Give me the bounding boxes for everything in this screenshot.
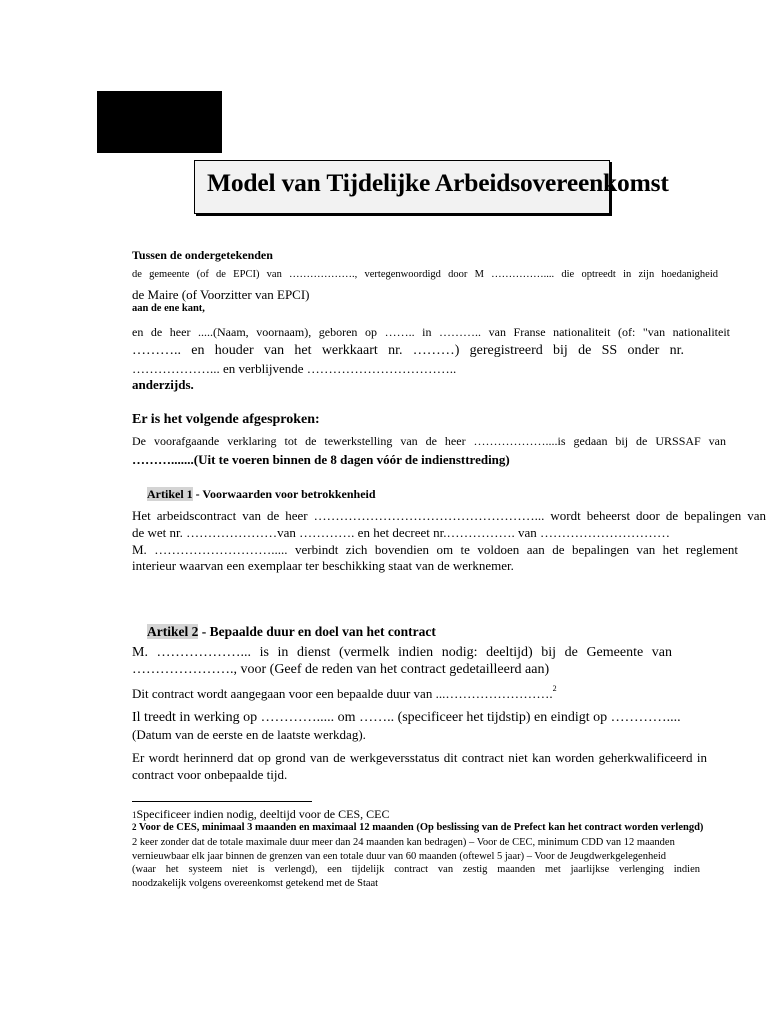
article-1-line-4: interieur waarvan een exemplaar ter beschikking staat van de werknemer. bbox=[132, 558, 514, 573]
article-2-line-3: Dit contract wordt aangegaan voor een bepaalde duur van ...…………………….$^2$ bbox=[132, 684, 557, 701]
article-2-line-2: …………………., voor (Geef de reden van het contract gedetailleerd aan) bbox=[132, 662, 550, 677]
article-1-label: Artikel 1 bbox=[147, 487, 193, 501]
footnote-1: 1Specificeer indien nodig, deeltijd voor de CES, CEC bbox=[132, 807, 390, 821]
footnote-ref-2: 2 bbox=[552, 684, 557, 693]
article-2-line-7: contract voor onbepaalde tijd. bbox=[132, 767, 288, 782]
page-title: Model van Tijdelijke Arbeidsovereenkomst bbox=[207, 168, 669, 197]
footnote-2-line-5: noodzakelijk volgens overeenkomst getekend met de Staat bbox=[132, 878, 379, 889]
footnote-1-mark: 1 bbox=[132, 810, 137, 820]
article-2-label: Artikel 2 bbox=[147, 624, 199, 639]
parties-line-7: anderzijds. bbox=[132, 377, 194, 392]
agreed-line-1: De voorafgaande verklaring tot de tewerkstelling van de heer ………………....is gedaan bij de URSSAF van bbox=[132, 434, 726, 448]
article-1-line-3: M. ………………………..... verbindt zich bovendien om te voldoen aan de bepalingen van het reglement bbox=[132, 542, 738, 557]
footnote-2-mark: 2 bbox=[132, 822, 137, 832]
parties-line-2: de Maire (of Voorzitter van EPCI) bbox=[132, 287, 310, 302]
article-2-line-4: Il treedt in werking op …………..... om …….. (specificeer het tijdstip) en eindigt op ………….... bbox=[132, 710, 681, 725]
article-1-heading bbox=[147, 487, 376, 502]
footnote-2-line-4: (waar het systeem niet is verlengd), een tijdelijk contract van zestig maanden met jaarlijkse verlenging indien bbox=[132, 864, 700, 875]
agreed-heading: Er is het volgende afgesproken: bbox=[132, 412, 320, 427]
footnote-divider bbox=[132, 801, 312, 802]
footnote-2-line-3: vernieuwbaar elk jaar binnen de grenzen van een totale duur van 60 maanden (oftewel 5 jaar) – Voor de Jeugdwerkgelegenheid bbox=[132, 851, 667, 862]
article-2-line-6: Er wordt herinnerd dat op grond van de werkgeversstatus dit contract niet kan worden geherkwalificeerd in bbox=[132, 750, 707, 765]
parties-heading: Tussen de ondergetekenden bbox=[132, 248, 273, 262]
parties-line-5: ……….. en houder van het werkkaart nr. ………) geregistreerd bij de SS onder nr. bbox=[132, 343, 684, 358]
footnote-2: 2 Voor de CES, minimaal 3 maanden en maximaal 12 maanden (Op beslissing van de Prefect kan het contract worden verlengd) bbox=[132, 822, 704, 833]
article-1-title: - Voorwaarden voor betrokkenheid bbox=[192, 487, 376, 501]
article-1-line-2: de wet nr. …………………van …………. en het decreet nr.……………. van ………………………… bbox=[132, 525, 670, 540]
agreed-line-2: ……….......(Uit te voeren binnen de 8 dagen vóór de indiensttreding) bbox=[132, 452, 510, 467]
article-2-heading bbox=[147, 624, 436, 640]
logo-block bbox=[97, 91, 222, 153]
article-2-title: - Bepaalde duur en doel van het contract bbox=[198, 624, 436, 639]
parties-line-4: en de heer .....(Naam, voornaam), geboren op …….. in ……….. van Franse nationaliteit (of: "van nationaliteit bbox=[132, 325, 730, 339]
article-2-line-1: M. ………………... is in dienst (vermelk indien nodig: deeltijd) bij de Gemeente van bbox=[132, 645, 672, 660]
parties-line-6: ………………... en verblijvende …………………………….. bbox=[132, 361, 457, 376]
parties-line-3: aan de ene kant, bbox=[132, 303, 205, 314]
parties-line-1: de gemeente (of de EPCI) van ………………., vertegenwoordigd door M …………….... die optreedt in zijn hoedanigheid bbox=[132, 269, 718, 280]
article-2-line-5: (Datum van de eerste en de laatste werkdag). bbox=[132, 727, 366, 742]
article-1-line-1: Het arbeidscontract van de heer ……………………………………………... wordt beheerst door de bepalingen van bbox=[132, 508, 766, 523]
footnote-2-line-2: 2 keer zonder dat de totale maximale duur meer dan 24 maanden kan bedragen) – Voor de CEC, minimum CDD van 12 maanden bbox=[132, 837, 675, 848]
